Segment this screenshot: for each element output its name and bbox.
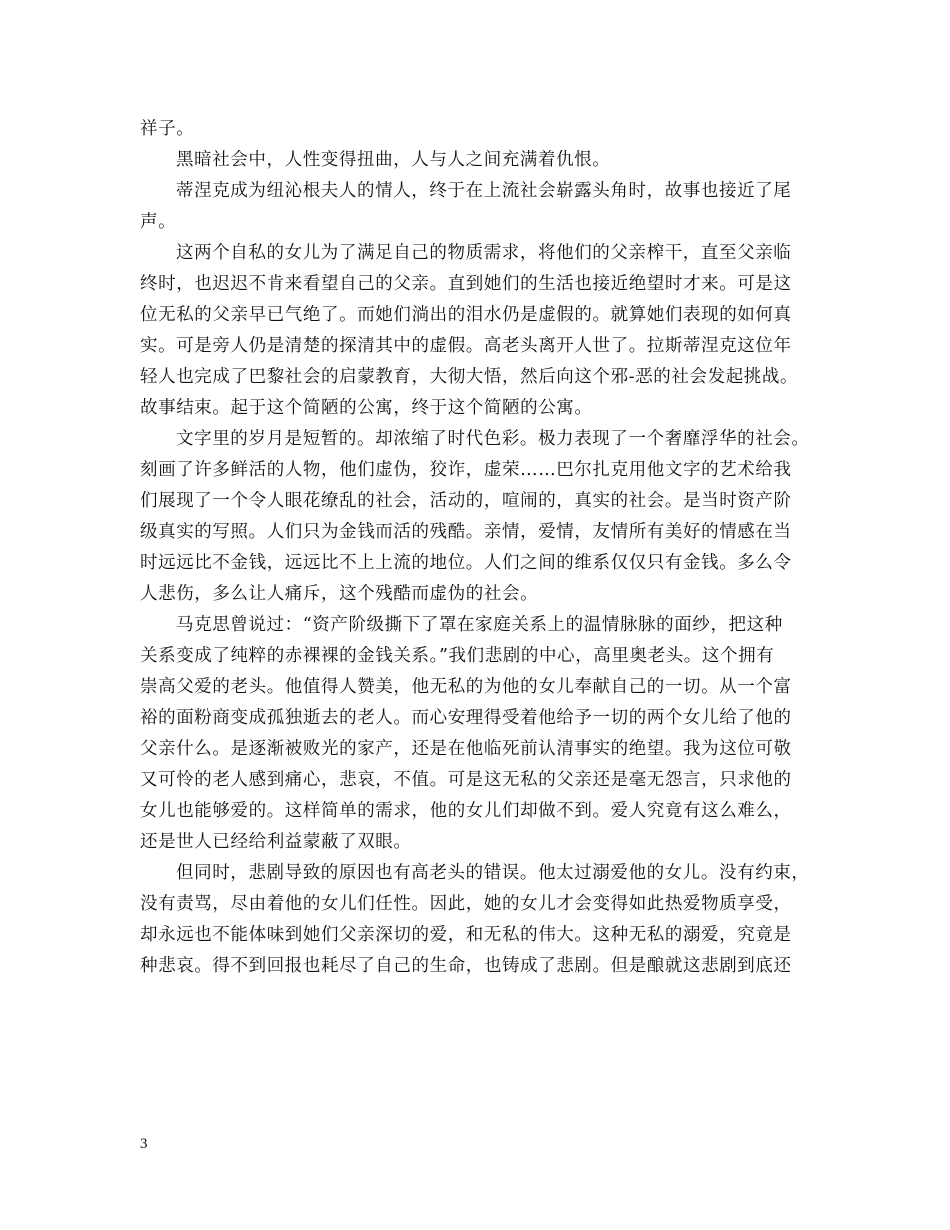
text-line: 又可怜的老人感到痛心，悲哀，不值。可是这无私的父亲还是毫无怨言，只求他的	[140, 770, 792, 790]
text-line: 裕的面粉商变成孤独逝去的老人。而心安理得受着他给予一切的两个女儿给了他的	[140, 708, 792, 728]
text-line: 父亲什么。是逐渐被败光的家产，还是在他临死前认清事实的绝望。我为这位可敬	[140, 739, 792, 759]
text-line: 时远远比不金钱，远远比不上上流的地位。人们之间的维系仅仅只有金钱。多么令	[140, 553, 792, 573]
text-line: 终时，也迟迟不肯来看望自己的父亲。直到她们的生活也接近绝望时才来。可是这	[140, 274, 792, 294]
text-line: 们展现了一个令人眼花缭乱的社会，活动的，喧闹的，真实的社会。是当时资产阶	[140, 491, 792, 511]
text-line: 位无私的父亲早已气绝了。而她们淌出的泪水仍是虚假的。就算她们表现的如何真	[140, 305, 792, 325]
text-line: 没有责骂，尽由着他的女儿们任性。因此，她的女儿才会变得如此热爱物质享受，	[140, 894, 792, 914]
text-line: 还是世人已经给利益蒙蔽了双眼。	[140, 832, 412, 852]
text-line: 关系变成了纯粹的赤裸裸的金钱关系。”我们悲剧的中心，高里奥老头。这个拥有	[140, 646, 775, 666]
text-line: 崇高父爱的老头。他值得人赞美，他无私的为他的女儿奉献自己的一切。从一个富	[140, 677, 792, 697]
paragraph-first-line: 蒂涅克成为纽沁根夫人的情人，终于在上流社会崭露头角时，故事也接近了尾	[176, 181, 792, 201]
text-line: 实。可是旁人仍是清楚的探清其中的虚假。高老头离开人世了。拉斯蒂涅克这位年	[140, 336, 792, 356]
text-line: 故事结束。起于这个简陋的公寓，终于这个简陋的公寓。	[140, 398, 593, 418]
text-line: 轻人也完成了巴黎社会的启蒙教育，大彻大悟，然后向这个邪-恶的社会发起挑战。	[140, 367, 799, 387]
paragraph-first-line: 这两个自私的女儿为了满足自己的物质需求，将他们的父亲榨干，直至父亲临	[176, 243, 792, 263]
paragraph-first-line: 文字里的岁月是短暂的。却浓缩了时代色彩。极力表现了一个奢靡浮华的社会。	[176, 429, 810, 449]
text-line: 却永远也不能体味到她们父亲深切的爱，和无私的伟大。这种无私的溺爱，究竟是	[140, 925, 792, 945]
text-line: 级真实的写照。人们只为金钱而活的残酷。亲情，爱情，友情所有美好的情感在当	[140, 522, 792, 542]
paragraph-first-line: 马克思曾说过：“资产阶级撕下了罩在家庭关系上的温情脉脉的面纱，把这种	[176, 615, 783, 635]
text-line: 刻画了许多鲜活的人物，他们虚伪，狡诈，虚荣……巴尔扎克用他文字的艺术给我	[140, 460, 792, 480]
body-text	[140, 114, 812, 982]
text-line: 人悲伤，多么让人痛斥，这个残酷而虚伪的社会。	[140, 584, 539, 604]
text-line: 声。	[140, 212, 177, 232]
text-line: 种悲哀。得不到回报也耗尽了自己的生命，也铸成了悲剧。但是酿就这悲剧到底还	[140, 956, 792, 976]
text-line: 祥子。	[140, 119, 195, 139]
paragraph-first-line: 黑暗社会中，人性变得扭曲，人与人之间充满着仇恨。	[176, 150, 611, 170]
text-line: 女儿也能够爱的。这样简单的需求，他的女儿们却做不到。爱人究竟有这么难么，	[140, 801, 792, 821]
page-number: 3	[140, 1136, 148, 1152]
paragraph-first-line: 但同时，悲剧导致的原因也有高老头的错误。他太过溺爱他的女儿。没有约束，	[176, 863, 810, 883]
